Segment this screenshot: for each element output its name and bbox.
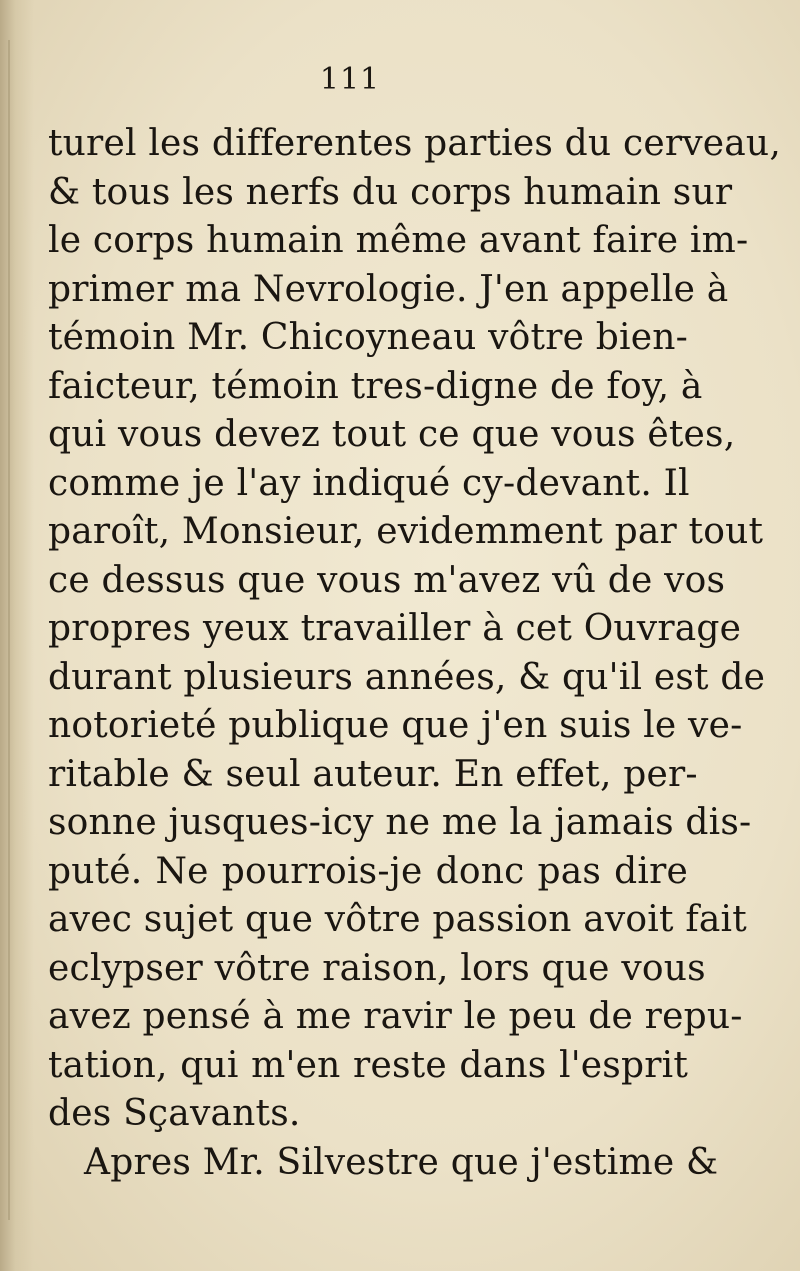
text-line: ce dessus que vous m'avez vû de vos xyxy=(48,559,726,601)
text-line: faicteur, témoin tres-digne de foy, à xyxy=(48,365,703,407)
text-line: des Sçavants. xyxy=(48,1093,301,1134)
text-line: propres yeux travailler à cet Ouvrage xyxy=(48,608,742,649)
text-line: qui vous devez tout ce que vous êtes, xyxy=(48,414,736,455)
binding-edge-line xyxy=(8,40,10,1220)
text-line: avez pensé à me ravir le peu de repu- xyxy=(48,996,743,1037)
text-line: puté. Ne pourrois-je donc pas dire xyxy=(48,850,688,892)
text-line: le corps humain même avant faire im- xyxy=(48,220,749,261)
text-line: tation, qui m'en reste dans l'esprit xyxy=(48,1044,688,1086)
text-line: ritable & seul auteur. En effet, per- xyxy=(48,753,698,795)
page-number: 111 xyxy=(319,62,381,97)
text-line: comme je l'ay indiqué cy-devant. Il xyxy=(48,462,690,504)
body-text xyxy=(48,120,781,1187)
text-line: témoin Mr. Chicoyneau vôtre bien- xyxy=(48,317,688,358)
text-line: & tous les nerfs du corps humain sur xyxy=(48,171,733,213)
text-line: eclypser vôtre raison, lors que vous xyxy=(48,947,706,989)
binding-gutter-shadow xyxy=(0,0,34,1271)
text-line: durant plusieurs années, & qu'il est de xyxy=(48,656,766,698)
text-line: paroît, Monsieur, evidemment par tout xyxy=(48,511,764,552)
text-line: primer ma Nevrologie. J'en appelle à xyxy=(48,268,729,310)
text-line: Apres Mr. Silvestre que j'estime & xyxy=(84,1141,719,1183)
text-line: sonne jusques-icy ne me la jamais dis- xyxy=(48,802,752,843)
text-line: turel les differentes parties du cerveau, xyxy=(48,123,781,164)
text-line: avec sujet que vôtre passion avoit fait xyxy=(48,899,747,940)
text-line: notorieté publique que j'en suis le ve- xyxy=(48,705,743,746)
